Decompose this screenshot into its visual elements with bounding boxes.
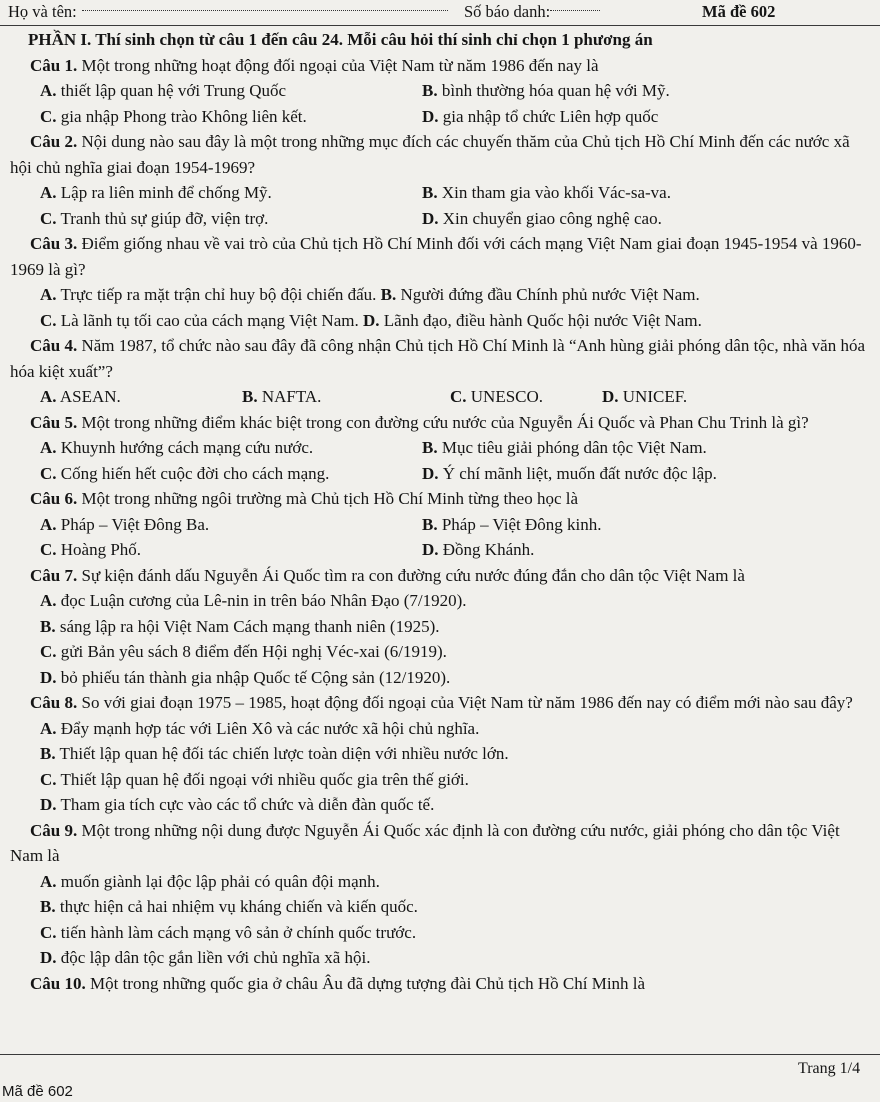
option-b: [10, 741, 870, 767]
question-2: [10, 129, 870, 180]
option-text: UNESCO.: [470, 387, 544, 406]
option-a: [40, 285, 376, 304]
option-c: [10, 639, 870, 665]
option-text: Mục tiêu giải phóng dân tộc Việt Nam.: [441, 438, 707, 457]
option-letter: C.: [40, 642, 57, 661]
question-3: [10, 231, 870, 282]
option-letter: D.: [422, 106, 439, 126]
option-b: [381, 285, 700, 304]
question-number: Câu 2.: [30, 132, 78, 151]
name-label: Họ và tên:: [8, 2, 77, 21]
option-text: đọc Luận cương của Lê-nin in trên báo Nhân Đạo (7/1920).: [60, 591, 467, 610]
option-a: [40, 435, 422, 461]
question-number: Câu 4.: [30, 336, 78, 355]
options-row: [10, 282, 870, 308]
option-letter: A.: [40, 387, 57, 406]
option-text: thực hiện cả hai nhiệm vụ kháng chiến và kiến quốc.: [59, 897, 418, 916]
option-letter: C.: [40, 922, 57, 942]
option-letter: B.: [422, 514, 438, 534]
option-text: Lập ra liên minh để chống Mỹ.: [60, 183, 272, 202]
option-letter: A.: [40, 81, 57, 100]
option-text: bình thường hóa quan hệ với Mỹ.: [441, 81, 670, 100]
option-letter: A.: [40, 285, 57, 304]
option-letter: D.: [362, 310, 380, 330]
option-d: [422, 461, 717, 487]
header: [8, 2, 872, 24]
question-number: Câu 7.: [30, 565, 78, 585]
options-row: [10, 435, 870, 461]
option-c: [40, 461, 422, 487]
option-a: [10, 716, 870, 742]
option-letter: B.: [422, 183, 438, 202]
option-letter: C.: [40, 106, 57, 126]
option-a: [10, 588, 870, 614]
question-1: [10, 53, 870, 79]
option-text: muốn giành lại độc lập phải có quân đội mạnh.: [60, 871, 380, 891]
option-text: Là lãnh tụ tối cao của cách mạng Việt Nam.: [60, 310, 359, 330]
option-c: [40, 206, 422, 232]
option-text: Hoàng Phố.: [60, 540, 142, 559]
option-letter: B.: [422, 438, 438, 457]
option-letter: B.: [40, 897, 56, 916]
option-letter: D.: [40, 667, 57, 687]
option-text: Tham gia tích cực vào các tổ chức và diễn đàn quốc tế.: [60, 795, 435, 814]
option-b: [422, 78, 670, 104]
question-text: Sự kiện đánh dấu Nguyễn Ái Quốc tìm ra con đường cứu nước đúng đắn cho dân tộc Việt Nam là: [81, 565, 745, 585]
option-text: Người đứng đầu Chính phủ nước Việt Nam.: [400, 285, 700, 304]
footer-rule: [0, 1054, 880, 1055]
option-letter: C.: [40, 310, 57, 330]
option-text: NAFTA.: [261, 387, 322, 406]
question-6: [10, 486, 870, 512]
question-7: [10, 563, 870, 589]
header-rule: [0, 25, 880, 26]
options-row: [10, 104, 870, 130]
question-8: [10, 690, 870, 716]
options-row: [10, 308, 870, 334]
option-b: [422, 435, 707, 461]
option-letter: D.: [40, 795, 57, 814]
option-a: [40, 384, 242, 410]
question-number: Câu 10.: [30, 973, 86, 993]
option-text: tiến hành làm cách mạng vô sản ở chính quốc trước.: [60, 922, 417, 942]
option-text: gia nhập Phong trào Không liên kết.: [60, 106, 307, 126]
option-text: Pháp – Việt Đông Ba.: [60, 514, 210, 534]
option-letter: B.: [242, 387, 258, 406]
option-b: [422, 512, 602, 538]
options-row: [10, 180, 870, 206]
question-text: Nội dung nào sau đây là một trong những mục đích các chuyến thăm của Chủ tịch Hồ Chí Minh đến các nước xã hội chủ nghĩa giai đoạn 1954-1969?: [10, 132, 850, 177]
option-b: [10, 894, 870, 920]
option-d: [422, 537, 534, 563]
option-c: [40, 104, 422, 130]
question-number: Câu 5.: [30, 412, 78, 432]
footer-exam-code: Mã đề 602: [2, 1083, 73, 1100]
question-number: Câu 8.: [30, 693, 78, 712]
option-letter: B.: [422, 81, 438, 100]
option-a: [40, 512, 422, 538]
question-text: Một trong những quốc gia ở châu Âu đã dựng tượng đài Chủ tịch Hồ Chí Minh là: [89, 973, 646, 993]
option-letter: A.: [40, 718, 57, 738]
option-text: Tranh thủ sự giúp đỡ, viện trợ.: [60, 208, 269, 228]
option-text: Đồng Khánh.: [442, 540, 535, 559]
option-text: Đẩy mạnh hợp tác với Liên Xô và các nước xã hội chủ nghĩa.: [60, 718, 480, 738]
option-a: [40, 180, 422, 206]
option-letter: C.: [40, 208, 57, 228]
option-text: thiết lập quan hệ với Trung Quốc: [60, 81, 287, 100]
option-letter: D.: [422, 540, 439, 559]
option-text: Lãnh đạo, điều hành Quốc hội nước Việt Nam.: [383, 310, 702, 330]
question-number: Câu 1.: [30, 55, 78, 75]
option-letter: C.: [40, 769, 57, 789]
option-text: Trực tiếp ra mặt trận chỉ huy bộ đội chiến đấu.: [60, 285, 377, 304]
option-d: [10, 792, 870, 818]
option-letter: A.: [40, 514, 57, 534]
option-letter: C.: [450, 387, 467, 406]
option-letter: D.: [40, 948, 57, 967]
exam-code: Mã đề 602: [702, 2, 776, 21]
option-a: [40, 78, 422, 104]
page-number: Trang 1/4: [798, 1060, 861, 1077]
question-9: [10, 818, 870, 869]
option-text: ASEAN.: [59, 387, 121, 406]
option-c: [10, 920, 870, 946]
option-letter: C.: [40, 540, 57, 559]
option-letter: A.: [40, 438, 57, 457]
question-text: Một trong những hoạt động đối ngoại của Việt Nam từ năm 1986 đến nay là: [81, 55, 599, 75]
option-b: [10, 614, 870, 640]
option-text: Xin tham gia vào khối Vác-sa-va.: [441, 183, 671, 202]
option-b: [422, 180, 671, 206]
option-letter: A.: [40, 871, 57, 891]
option-letter: D.: [422, 463, 439, 483]
option-text: Ý chí mãnh liệt, muốn đất nước độc lập.: [442, 463, 717, 483]
question-text: Năm 1987, tổ chức nào sau đây đã công nhận Chủ tịch Hồ Chí Minh là “Anh hùng giải phóng dân tộc, nhà văn hóa hóa kiệt xuất”?: [10, 336, 865, 381]
question-text: Điểm giống nhau về vai trò của Chủ tịch Hồ Chí Minh đối với cách mạng Việt Nam giai đoạn 1945-1954 và 1960-1969 là gì?: [10, 234, 862, 279]
option-letter: D.: [422, 208, 439, 228]
name-blank: [82, 10, 448, 11]
question-number: Câu 6.: [30, 489, 78, 508]
question-10: [10, 971, 870, 997]
question-text: Một trong những điểm khác biệt trong con đường cứu nước của Nguyễn Ái Quốc và Phan Chu Trinh là gì?: [81, 412, 809, 432]
option-text: sáng lập ra hội Việt Nam Cách mạng thanh niên (1925).: [59, 616, 440, 636]
option-c: [10, 767, 870, 793]
option-d: [422, 206, 662, 232]
option-c: [40, 537, 422, 563]
option-letter: A.: [40, 591, 57, 610]
option-letter: C.: [40, 463, 57, 483]
option-c: [450, 384, 602, 410]
option-text: Xin chuyển giao công nghệ cao.: [442, 208, 662, 228]
option-text: gia nhập tổ chức Liên hợp quốc: [442, 106, 659, 126]
question-text: So với giai đoạn 1975 – 1985, hoạt động đối ngoại của Việt Nam từ năm 1986 đến nay có điểm mới nào sau đây?: [81, 693, 853, 712]
sbd-blank: [550, 10, 600, 11]
option-text: Pháp – Việt Đông kinh.: [441, 514, 602, 534]
option-d: [602, 384, 687, 410]
options-row: [10, 384, 870, 410]
option-b: [242, 384, 450, 410]
question-5: [10, 410, 870, 436]
option-text: độc lập dân tộc gắn liền với chủ nghĩa xã hội.: [60, 948, 371, 967]
exam-body: [10, 27, 870, 996]
option-letter: D.: [602, 387, 619, 406]
option-d: [10, 945, 870, 971]
option-text: Cống hiến hết cuộc đời cho cách mạng.: [60, 463, 330, 483]
option-c: [40, 311, 359, 330]
question-text: Một trong những nội dung được Nguyễn Ái Quốc xác định là con đường cứu nước, giải phóng cho dân tộc Việt Nam là: [10, 820, 840, 865]
option-text: UNICEF.: [622, 387, 688, 406]
options-row: [10, 512, 870, 538]
option-d: [422, 104, 658, 130]
option-text: gửi Bản yêu sách 8 điểm đến Hội nghị Véc-xai (6/1919).: [60, 642, 447, 661]
question-number: Câu 9.: [30, 820, 78, 840]
option-d: [10, 665, 870, 691]
options-row: [10, 78, 870, 104]
option-letter: B.: [380, 285, 397, 304]
option-d: [363, 311, 702, 330]
options-row: [10, 461, 870, 487]
option-a: [10, 869, 870, 895]
options-row: [10, 537, 870, 563]
option-text: bỏ phiếu tán thành gia nhập Quốc tế Cộng sản (12/1920).: [60, 667, 451, 687]
question-number: Câu 3.: [30, 234, 78, 253]
question-text: Một trong những ngôi trường mà Chủ tịch Hồ Chí Minh từng theo học là: [81, 489, 579, 508]
part-title: PHẦN I. Thí sinh chọn từ câu 1 đến câu 24. Mỗi câu hỏi thí sinh chỉ chọn 1 phương án: [28, 30, 653, 49]
question-4: [10, 333, 870, 384]
option-text: Thiết lập quan hệ đối tác chiến lược toàn diện với nhiều nước lớn.: [59, 744, 509, 763]
option-letter: B.: [40, 616, 56, 636]
option-text: Khuynh hướng cách mạng cứu nước.: [60, 438, 314, 457]
option-letter: B.: [40, 744, 56, 763]
option-text: Thiết lập quan hệ đối ngoại với nhiều quốc gia trên thế giới.: [60, 769, 469, 789]
options-row: [10, 206, 870, 232]
sbd-label: Số báo danh:: [464, 2, 551, 21]
option-letter: A.: [40, 183, 57, 202]
